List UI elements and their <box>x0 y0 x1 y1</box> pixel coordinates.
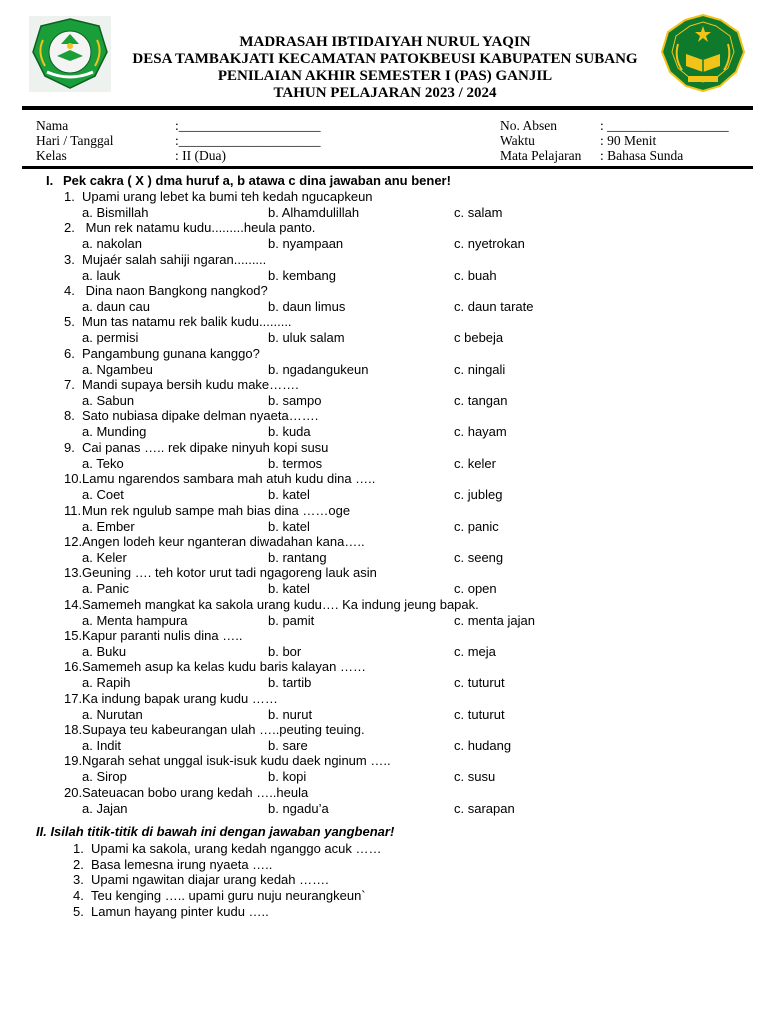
essay-text: Upami ka sakola, urang kedah nganggo acuk …… <box>91 841 382 856</box>
waktu-label: Waktu <box>500 133 535 148</box>
question-text: Kapur paranti nulis dina ….. <box>82 627 243 643</box>
kelas-value: : II (Dua) <box>175 148 226 163</box>
answer-option-a: a. nakolan <box>82 236 142 252</box>
question-item <box>64 408 318 423</box>
answer-option-c: c. daun tarate <box>454 299 534 315</box>
answer-option-b: b. nurut <box>268 706 313 722</box>
answer-option-a: a. Menta hampura <box>82 612 188 628</box>
essay-number: 2. <box>73 856 84 872</box>
answer-option-a: a. Bismillah <box>82 205 149 220</box>
answer-option-c: c. nyetrokan <box>454 236 525 252</box>
question-text: Mandi supaya bersih kudu make……. <box>82 377 299 393</box>
question-number: 2. <box>64 220 75 236</box>
hari-label: Hari / Tanggal <box>36 133 114 148</box>
question-number: 20. <box>64 784 83 800</box>
answer-option-a: a. Ember <box>82 518 135 534</box>
answer-option-c: c. sarapan <box>454 800 515 816</box>
question-number: 5. <box>64 314 75 330</box>
answer-option-c: c. buah <box>454 267 497 283</box>
section1-instruction: Pek cakra ( X ) dma huruf a, b atawa c dina jawaban anu bener! <box>63 173 451 188</box>
question-item <box>64 189 373 204</box>
answer-option-c: c. seeng <box>454 549 504 565</box>
question-text: Supaya teu kabeurangan ulah …..peuting teuing. <box>82 721 365 737</box>
question-item <box>64 220 315 235</box>
info-divider <box>22 166 753 169</box>
essay-number: 5. <box>73 903 84 919</box>
essay-number: 1. <box>73 841 84 856</box>
question-item <box>64 722 365 737</box>
answer-option-a: a. daun cau <box>82 299 150 315</box>
answer-option-c: c. tangan <box>454 393 508 409</box>
essay-item <box>73 888 366 903</box>
answer-option-b: b. katel <box>268 581 310 597</box>
answer-option-c: c. open <box>454 581 497 597</box>
kelas-label: Kelas <box>36 148 67 163</box>
essay-text: Upami ngawitan diajar urang kedah ……. <box>91 872 329 888</box>
answer-option-b: b. rantang <box>268 549 327 565</box>
question-number: 13. <box>64 565 83 581</box>
question-text: Cai panas ….. rek dipake ninyuh kopi susu <box>82 439 329 455</box>
question-number: 17. <box>64 690 83 706</box>
question-number: 12. <box>64 533 83 549</box>
answer-option-a: a. Coet <box>82 487 124 503</box>
essay-text: Basa lemesna irung nyaeta ….. <box>91 856 273 872</box>
question-item <box>64 597 479 612</box>
answer-option-b: b. uluk salam <box>268 330 345 346</box>
question-item <box>64 691 278 706</box>
question-number: 4. <box>64 283 75 299</box>
answer-option-c: c. hudang <box>454 737 512 753</box>
answer-option-a: a. Teko <box>82 455 124 471</box>
mapel-label: Mata Pelajaran <box>500 148 582 163</box>
question-text: Upami urang lebet ka bumi teh kedah ngucapkeun <box>82 189 373 204</box>
essay-item <box>73 841 382 856</box>
answer-option-b: b. ngadu’a <box>268 800 329 816</box>
answer-option-c: c. susu <box>454 769 496 785</box>
essay-text: Teu kenging ….. upami guru nuju neurangkeun` <box>91 888 366 904</box>
question-text: Sato nubiasa dipake delman nyaeta……. <box>82 408 319 424</box>
question-text: Samemeh asup ka kelas kudu baris kalayan …… <box>82 659 366 675</box>
school-name: MADRASAH IBTIDAIYAH NURUL YAQIN <box>239 34 531 50</box>
answer-option-b: b. bor <box>268 643 302 659</box>
question-number: 18. <box>64 721 83 737</box>
question-number: 8. <box>64 408 75 424</box>
essay-number: 3. <box>73 872 84 888</box>
answer-option-b: b. sampo <box>268 393 322 409</box>
answer-option-b: b. katel <box>268 487 310 503</box>
question-number: 10. <box>64 471 83 487</box>
answer-option-a: a. Munding <box>82 424 147 440</box>
question-item <box>64 534 365 549</box>
question-item <box>64 314 292 329</box>
question-item <box>64 377 299 392</box>
answer-option-b: b. katel <box>268 518 310 534</box>
question-number: 14. <box>64 596 83 612</box>
answer-option-a: a. Keler <box>82 549 127 565</box>
answer-option-c: c. panic <box>454 518 499 534</box>
waktu-value: : 90 Menit <box>600 133 657 148</box>
answer-option-b: b. kuda <box>268 424 311 440</box>
answer-option-c: c. hayam <box>454 424 507 440</box>
header-divider <box>22 106 753 110</box>
question-text: Ka indung bapak urang kudu …… <box>82 690 278 706</box>
question-number: 15. <box>64 627 83 643</box>
answer-option-a: a. Jajan <box>82 800 128 816</box>
question-item <box>64 753 391 768</box>
hari-field: :_____________________ <box>175 133 321 148</box>
answer-option-b: b. termos <box>268 455 323 471</box>
question-number: 9. <box>64 439 75 455</box>
answer-option-a: a. Sirop <box>82 769 127 785</box>
nama-field: :_____________________ <box>175 118 321 133</box>
answer-option-c: c. menta jajan <box>454 612 535 628</box>
question-number: 19. <box>64 753 83 769</box>
question-number: 6. <box>64 345 75 361</box>
question-item <box>64 628 242 643</box>
answer-option-c: c bebeja <box>454 330 504 346</box>
answer-option-b: b. tartib <box>268 675 312 691</box>
essay-number: 4. <box>73 888 84 904</box>
question-item <box>64 503 350 518</box>
academic-year: TAHUN PELAJARAN 2023 / 2024 <box>273 85 497 101</box>
answer-option-b: b. daun limus <box>268 299 346 315</box>
answer-option-a: a. Rapih <box>82 675 131 691</box>
answer-option-b: b. pamit <box>268 612 315 628</box>
question-item <box>64 346 260 361</box>
question-text: Geuning …. teh kotor urut tadi ngagoreng lauk asin <box>82 565 377 581</box>
nama-label: Nama <box>36 118 69 133</box>
answer-option-c: c. salam <box>454 205 503 220</box>
essay-item <box>73 872 329 887</box>
exam-title: PENILAIAN AKHIR SEMESTER I (PAS) GANJIL <box>217 68 553 84</box>
answer-option-a: a. Buku <box>82 643 127 659</box>
madrasah-logo-icon <box>29 16 111 92</box>
mapel-value: : Bahasa Sunda <box>600 148 684 163</box>
answer-option-a: a. Indit <box>82 737 122 753</box>
question-number: 3. <box>64 251 75 267</box>
question-text: Pangambung gunana kanggo? <box>82 345 260 361</box>
answer-option-b: b. Alhamdulillah <box>268 205 360 220</box>
answer-option-c: c. keler <box>454 455 496 471</box>
answer-option-b: b. ngadangukeun <box>268 361 369 377</box>
question-text: Dina naon Bangkong nangkod? <box>82 283 268 299</box>
answer-option-b: b. sare <box>268 737 308 753</box>
question-item <box>64 785 308 800</box>
question-item <box>64 440 328 455</box>
kemenag-logo-icon <box>660 14 746 92</box>
question-number: 7. <box>64 377 75 393</box>
answer-option-c: c. ningali <box>454 361 506 377</box>
answer-option-c: c. meja <box>454 643 496 659</box>
question-text: Mun tas natamu rek balik kudu......... <box>82 314 292 330</box>
answer-option-b: b. kopi <box>268 769 307 785</box>
essay-item <box>73 857 272 872</box>
question-text: Ngarah sehat unggal isuk-isuk kudu daek nginum ….. <box>82 753 391 769</box>
section1-number: I. <box>46 173 54 188</box>
essay-text: Lamun hayang pinter kudu ….. <box>91 903 269 919</box>
answer-option-a: a. Ngambeu <box>82 361 153 377</box>
answer-option-b: b. kembang <box>268 267 336 283</box>
question-item <box>64 471 375 486</box>
section1-title <box>46 173 451 188</box>
section2-title: II. Isilah titik-titik di bawah ini dengan jawaban yangbenar! <box>36 824 395 839</box>
question-text: Angen lodeh keur nganteran diwadahan kana….. <box>82 533 365 549</box>
school-header <box>110 34 660 102</box>
question-text: Samemeh mangkat ka sakola urang kudu…. Ka indung jeung bapak. <box>82 596 479 612</box>
question-item <box>64 252 266 267</box>
answer-option-a: a. Panic <box>82 581 129 597</box>
answer-option-a: a. Nurutan <box>82 706 143 722</box>
question-text: Mun rek ngulub sampe mah bias dina ……oge <box>82 502 351 518</box>
absen-label: No. Absen <box>500 118 557 133</box>
question-text: Mun rek natamu kudu.........heula panto. <box>82 220 316 236</box>
answer-option-b: b. nyampaan <box>268 236 344 252</box>
question-text: Lamu ngarendos sambara mah atuh kudu dina ….. <box>82 471 376 487</box>
question-number: 16. <box>64 659 83 675</box>
question-number: 11. <box>64 502 82 518</box>
answer-option-a: a. Sabun <box>82 393 135 409</box>
answer-option-a: a. permisi <box>82 330 139 346</box>
answer-option-c: c. jubleg <box>454 487 503 503</box>
answer-option-a: a. lauk <box>82 267 121 283</box>
answer-option-c: c. tuturut <box>454 675 505 691</box>
absen-field: : __________________ <box>600 118 729 133</box>
question-item <box>64 659 366 674</box>
question-item <box>64 565 377 580</box>
question-number: 1. <box>64 189 75 204</box>
essay-item <box>73 904 269 919</box>
question-text: Sateuacan bobo urang kedah …..heula <box>82 784 309 800</box>
question-item <box>64 283 268 298</box>
school-address: DESA TAMBAKJATI KECAMATAN PATOKBEUSI KABUPATEN SUBANG <box>132 51 638 67</box>
answer-option-c: c. tuturut <box>454 706 505 722</box>
question-text: Mujaér salah sahiji ngaran......... <box>82 251 267 267</box>
